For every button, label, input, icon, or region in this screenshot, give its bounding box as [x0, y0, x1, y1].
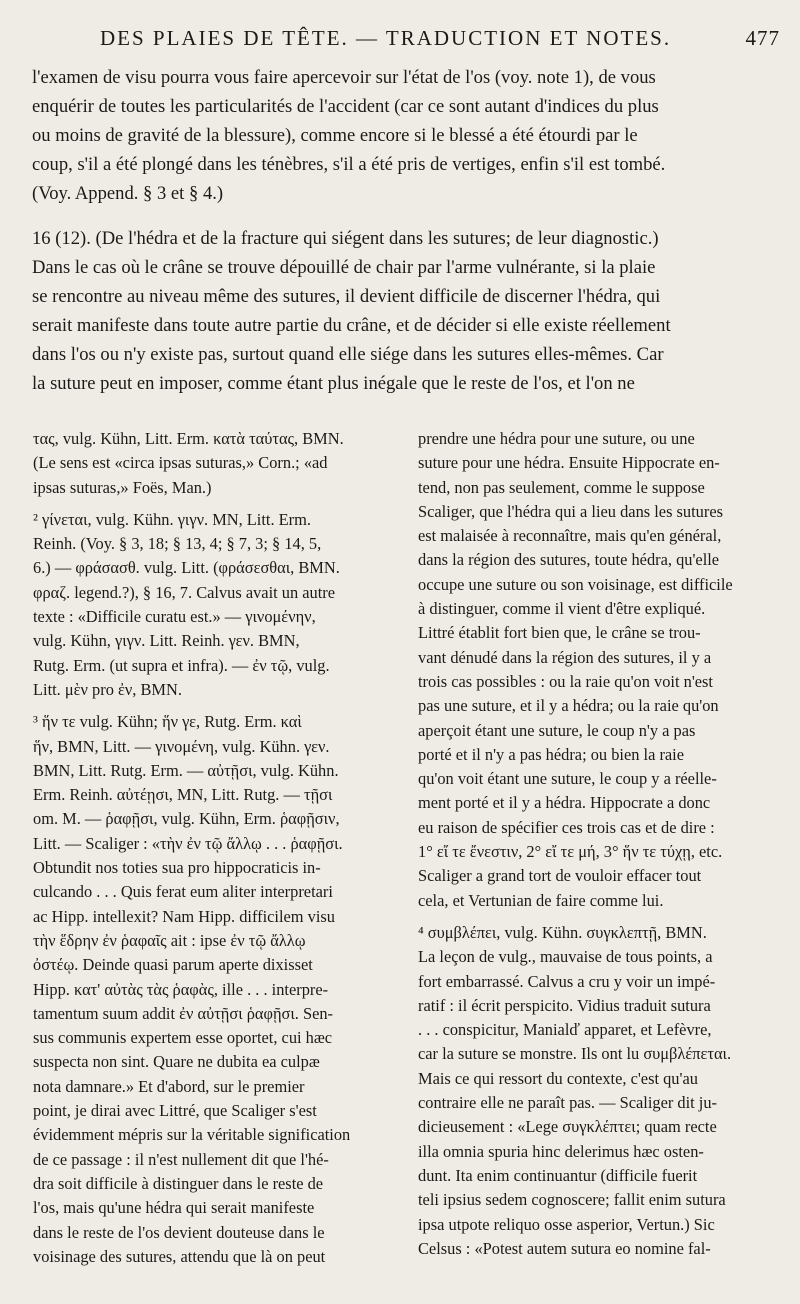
text-line: la suture peut en imposer, comme étant plus inégale que le reste de l'os, et l'on ne: [32, 373, 635, 394]
footnote-line: de ce passage : il n'est nullement dit que l'hé-: [33, 1149, 329, 1169]
footnote-line: 1° εἴ τε ἔνεστιν, 2° εἴ τε μή, 3° ἥν τε τύχῃ, etc.: [418, 842, 723, 862]
footnote-line: Hipp. κατ' αὐτὰς τὰς ῥαφὰς, ille . . . interpre-: [33, 979, 329, 999]
footnote-line: Mais ce qui ressort du contexte, c'est qu'au: [418, 1068, 698, 1088]
footnote-line: à distinguer, comme il vient d'être expliqué.: [418, 599, 706, 619]
footnote-line: ⁴ συμβλέπει, vulg. Kühn. συγκλεπτῇ, BMN.: [418, 922, 707, 942]
footnote-line: ipsa utpote reliquo osse asperior, Vertun.) Sic: [418, 1214, 715, 1234]
footnote-line: trois cas possibles : ou la raie qu'on voit n'est: [418, 671, 713, 691]
running-title: DES PLAIES DE TÊTE. — TRADUCTION ET NOTES.: [100, 26, 672, 50]
footnote-line: om. M. — ῥαφῇσι, vulg. Kühn, Erm. ῥαφῇσιν,: [33, 809, 340, 829]
footnote-line: ἥν, BMN, Litt. — γινομένη, vulg. Kühn. γεν.: [33, 736, 330, 756]
footnote-line: contraire elle ne paraît pas. — Scaliger dit ju-: [418, 1093, 718, 1113]
footnote-line: suture pour une hédra. Ensuite Hippocrate en-: [418, 453, 720, 473]
text-line: serait manifeste dans toute autre partie du crâne, et de décider si elle existe réellement: [32, 315, 671, 336]
footnote-line: Erm. Reinh. αὐτέῃσι, MN, Litt. Rutg. — τῇσι: [33, 785, 333, 805]
footnote-line: cela, et Vertunian de faire comme lui.: [418, 890, 664, 910]
footnote-line: τας, vulg. Kühn, Litt. Erm. κατὰ ταύτας, BMN.: [33, 429, 344, 448]
footnote-line: illa omnia spuria hinc delerimus hæc osten-: [418, 1141, 704, 1161]
footnote-line: eu raison de spécifier ces trois cas et de dire :: [418, 817, 715, 837]
footnote-line: pas une suture, et il y a hédra; ou la raie qu'on: [418, 696, 719, 716]
running-header: [100, 26, 780, 60]
footnote-line: Litt. — Scaliger : «τὴν ἐν τῷ ἄλλῳ . . . ῥαφῇσι.: [33, 833, 343, 853]
footnote-line: ³ ἥν τε vulg. Kühn; ἥν γε, Rutg. Erm. καὶ: [33, 712, 302, 732]
footnote-line: Obtundit nos toties sua pro hippocraticis in-: [33, 858, 321, 878]
paragraph-gap: [33, 702, 403, 710]
footnote-line: . . . conspicitur, Manialď apparet, et Lefèvre,: [418, 1020, 712, 1040]
footnote-line: sus communis expertem esse oportet, cui hæc: [33, 1028, 333, 1048]
footnote-line: est malaisée à reconnaître, mais qu'en général,: [418, 526, 722, 546]
footnote-line: évidemment mépris sur la véritable signification: [33, 1125, 351, 1145]
footnote-line: Celsus : «Potest autem sutura eo nomine fal-: [418, 1238, 711, 1258]
footnote-line: dunt. Ita enim continuantur (difficile fuerit: [418, 1165, 698, 1185]
footnote-line: ὀστέῳ. Deinde quasi parum aperte dixisset: [33, 955, 313, 975]
text-line: Dans le cas où le crâne se trouve dépouillé de chair par l'arme vulnérante, si la plaie: [32, 257, 656, 278]
text-line: enquérir de toutes les particularités de l'accident (car ce sont autant d'indices du plus: [32, 96, 659, 117]
footnote-line: ² γίνεται, vulg. Kühn. γιγν. MN, Litt. Erm.: [33, 509, 311, 529]
text-line: (Voy. Append. § 3 et § 4.): [32, 183, 224, 204]
footnote-line: occupe une suture ou son voisinage, est difficile: [418, 574, 733, 594]
footnote-line: Littré établit fort bien que, le crâne se trou-: [418, 623, 701, 643]
footnote-line: fort embarrassé. Calvus a cru y voir un impé-: [418, 971, 716, 991]
footnote-line: 6.) — φράσασθ. vulg. Litt. (φράσεσθαι, BMN.: [33, 558, 340, 578]
footnote-line: ipsas suturas,» Foës, Man.): [33, 477, 212, 497]
footnotes-left-column: [33, 427, 403, 1269]
footnote-line: dans le reste de l'os devient douteuse dans le: [33, 1222, 325, 1242]
footnote-line: texte : «Difficile curatu est.» — γινομένην,: [33, 607, 316, 627]
footnote-line: aperçoit étant une suture, le coup n'y a pas: [418, 720, 696, 740]
footnote-line: φραζ. legend.?), § 16, 7. Calvus avait un autre: [33, 582, 336, 602]
text-line: dans l'os ou n'y existe pas, surtout quand elle siége dans les sutures elles-mêmes. Car: [32, 344, 664, 365]
footnote-line: vant dénudé dans la région des sutures, il y a: [418, 647, 712, 667]
text-line: l'examen de visu pourra vous faire apercevoir sur l'état de l'os (voy. note 1), de vous: [32, 67, 656, 88]
page-number: 477: [745, 26, 780, 50]
footnote-line: Litt. μὲν pro ἐν, BMN.: [33, 679, 182, 699]
footnote-line: ac Hipp. intellexit? Nam Hipp. difficilem visu: [33, 906, 335, 926]
footnotes-right-column: [418, 427, 796, 1261]
footnote-line: dans la région des sutures, toute hédra, qu'elle: [418, 550, 720, 570]
text-line: se rencontre au niveau même des sutures, il devient difficile de discerner l'hédra, qui: [32, 286, 661, 307]
footnote-line: vulg. Kühn, γιγν. Litt. Reinh. γεν. BMN,: [33, 631, 300, 651]
footnote-line: dicieusement : «Lege συγκλέπτει; quam recte: [418, 1117, 717, 1137]
text-line: ou moins de gravité de la blessure), comme encore si le blessé a été étourdi par le: [32, 125, 638, 146]
footnote-line: tamentum suum addit ἐν αὐτῇσι ῥαφῇσι. Sen-: [33, 1003, 334, 1023]
footnote-line: suspecta non sint. Quare ne dubita ea culpæ: [33, 1052, 320, 1072]
footnote-line: car la suture se monstre. Ils ont lu συμβλέπεται.: [418, 1044, 732, 1064]
footnote-line: Scaliger a grand tort de vouloir effacer tout: [418, 866, 702, 886]
footnote-line: ment porté et il y a hédra. Hippocrate a donc: [418, 793, 711, 813]
footnote-line: τὴν ἕδρην ἐν ῥαφαῖς ait : ipse ἐν τῷ ἄλλῳ: [33, 930, 306, 950]
paragraph-gap: [418, 913, 796, 921]
footnote-line: La leçon de vulg., mauvaise de tous points, a: [418, 947, 713, 967]
footnote-line: qu'on voit étant une suture, le coup y a réelle-: [418, 769, 717, 789]
text-line: coup, s'il a été plongé dans les ténèbres, s'il a été pris de vertiges, enfin s'il est tombé.: [32, 154, 666, 175]
paragraph-gap: [33, 500, 403, 508]
footnote-line: nota damnare.» Et d'abord, sur le premier: [33, 1076, 305, 1096]
footnote-line: Reinh. (Voy. § 3, 18; § 13, 4; § 7, 3; § 14, 5,: [33, 534, 322, 554]
footnote-line: prendre une hédra pour une suture, ou une: [418, 429, 695, 448]
footnote-line: point, je dirai avec Littré, que Scaliger s'est: [33, 1101, 317, 1121]
main-text: [32, 63, 750, 398]
footnote-line: voisinage des sutures, attendu que là on peut: [33, 1246, 326, 1266]
paragraph-gap: [32, 208, 750, 224]
footnote-line: (Le sens est «circa ipsas suturas,» Corn.; «ad: [33, 453, 328, 473]
footnote-line: dra soit difficile à distinguer dans le reste de: [33, 1173, 324, 1193]
footnote-line: l'os, mais qu'une hédra qui serait manifeste: [33, 1198, 315, 1218]
footnote-line: culcando . . . Quis ferat eum aliter interpretari: [33, 882, 333, 902]
text-line: 16 (12). (De l'hédra et de la fracture qui siégent dans les sutures; de leur diagnostic.): [32, 228, 659, 249]
footnote-line: teli ipsius sedem cognoscere; fallit enim sutura: [418, 1190, 726, 1210]
footnote-line: Rutg. Erm. (ut supra et infra). — ἐν τῷ, vulg.: [33, 655, 330, 675]
footnote-line: porté et il n'y a pas hédra; ou bien la raie: [418, 744, 685, 764]
footnote-line: BMN, Litt. Rutg. Erm. — αὐτῇσι, vulg. Kühn.: [33, 760, 339, 780]
footnote-line: Scaliger, que l'hédra qui a lieu dans les sutures: [418, 501, 723, 521]
footnote-line: ratif : il écrit perspicito. Vidius traduit sutura: [418, 995, 711, 1015]
footnote-line: tend, non pas seulement, comme le suppose: [418, 477, 705, 497]
